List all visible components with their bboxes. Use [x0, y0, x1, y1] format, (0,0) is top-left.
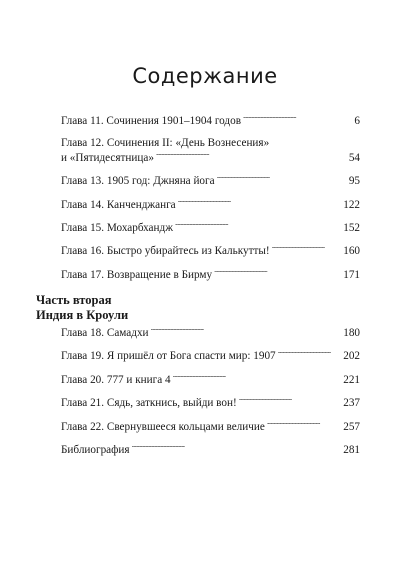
dot-leader — [132, 443, 342, 453]
toc-entry[interactable] — [61, 221, 360, 236]
dot-leader — [173, 373, 342, 383]
toc-entry[interactable] — [61, 373, 360, 388]
toc-entry[interactable] — [61, 268, 360, 283]
toc-entry-label: и «Пятидесятница» — [61, 152, 154, 164]
toc-entry-label: Глава 21. Сядь, заткнись, выйди вон! — [61, 397, 237, 409]
toc-entry[interactable] — [61, 396, 360, 411]
toc-page-number: 221 — [343, 374, 360, 386]
toc-entry-label: Библиография — [61, 444, 130, 456]
part-heading-line2: Индия в Кроули — [36, 308, 129, 322]
toc-page-number: 95 — [348, 175, 360, 187]
dot-leader — [217, 174, 347, 184]
dot-leader — [239, 396, 342, 406]
toc-page-number: 152 — [343, 222, 360, 234]
toc-entry[interactable] — [61, 443, 360, 458]
toc-entry-label-line1: Глава 12. Сочинения II: «День Вознесения» — [61, 137, 270, 149]
dot-leader — [175, 221, 341, 231]
toc-entry-label: Глава 15. Мохарбхандж — [61, 222, 173, 234]
toc-entry[interactable] — [61, 326, 360, 341]
toc-page-number: 237 — [343, 397, 360, 409]
dot-leader — [267, 420, 341, 430]
dot-leader — [214, 268, 341, 278]
toc-entry[interactable] — [61, 114, 360, 129]
part-heading — [36, 293, 128, 323]
toc-entry-label: Глава 20. 777 и книга 4 — [61, 374, 171, 386]
dot-leader — [243, 114, 352, 124]
toc-entry[interactable] — [61, 244, 360, 259]
toc-entry[interactable] — [61, 420, 360, 435]
toc-page-number: 180 — [343, 327, 360, 339]
toc-page-number: 202 — [343, 350, 360, 362]
toc-entry-label: Глава 18. Самадхи — [61, 327, 149, 339]
toc-entry[interactable] — [61, 136, 360, 166]
toc-page-number: 171 — [343, 269, 360, 281]
toc-page-number: 257 — [343, 421, 360, 433]
page-title: Содержание — [132, 64, 278, 88]
toc-page-number: 54 — [348, 152, 360, 164]
toc-page-number: 6 — [354, 115, 360, 127]
toc-page-number: 281 — [343, 444, 360, 456]
toc-page-number: 160 — [343, 245, 360, 257]
toc-entry-label: Глава 13. 1905 год: Джняна йога — [61, 175, 215, 187]
dot-leader — [278, 349, 342, 359]
dot-leader — [272, 244, 342, 254]
toc-entry-label: Глава 16. Быстро убирайтесь из Калькутты! — [61, 245, 270, 257]
dot-leader — [178, 198, 342, 208]
dot-leader — [156, 151, 347, 161]
toc-entry[interactable] — [61, 174, 360, 189]
toc-entry-label: Глава 17. Возвращение в Бирму — [61, 269, 213, 281]
toc-entry[interactable] — [61, 349, 360, 364]
dot-leader — [151, 326, 342, 336]
toc-page-number: 122 — [343, 199, 360, 211]
toc-entry[interactable] — [61, 198, 360, 213]
toc-entry-label: Глава 14. Канченджанга — [61, 199, 176, 211]
part-heading-line1: Часть вторая — [36, 293, 112, 307]
toc-entry-label: Глава 11. Сочинения 1901–1904 годов — [61, 115, 241, 127]
toc-entry-label: Глава 22. Свернувшееся кольцами величие — [61, 421, 265, 433]
toc-entry-label: Глава 19. Я пришёл от Бога спасти мир: 1907 — [61, 350, 276, 362]
